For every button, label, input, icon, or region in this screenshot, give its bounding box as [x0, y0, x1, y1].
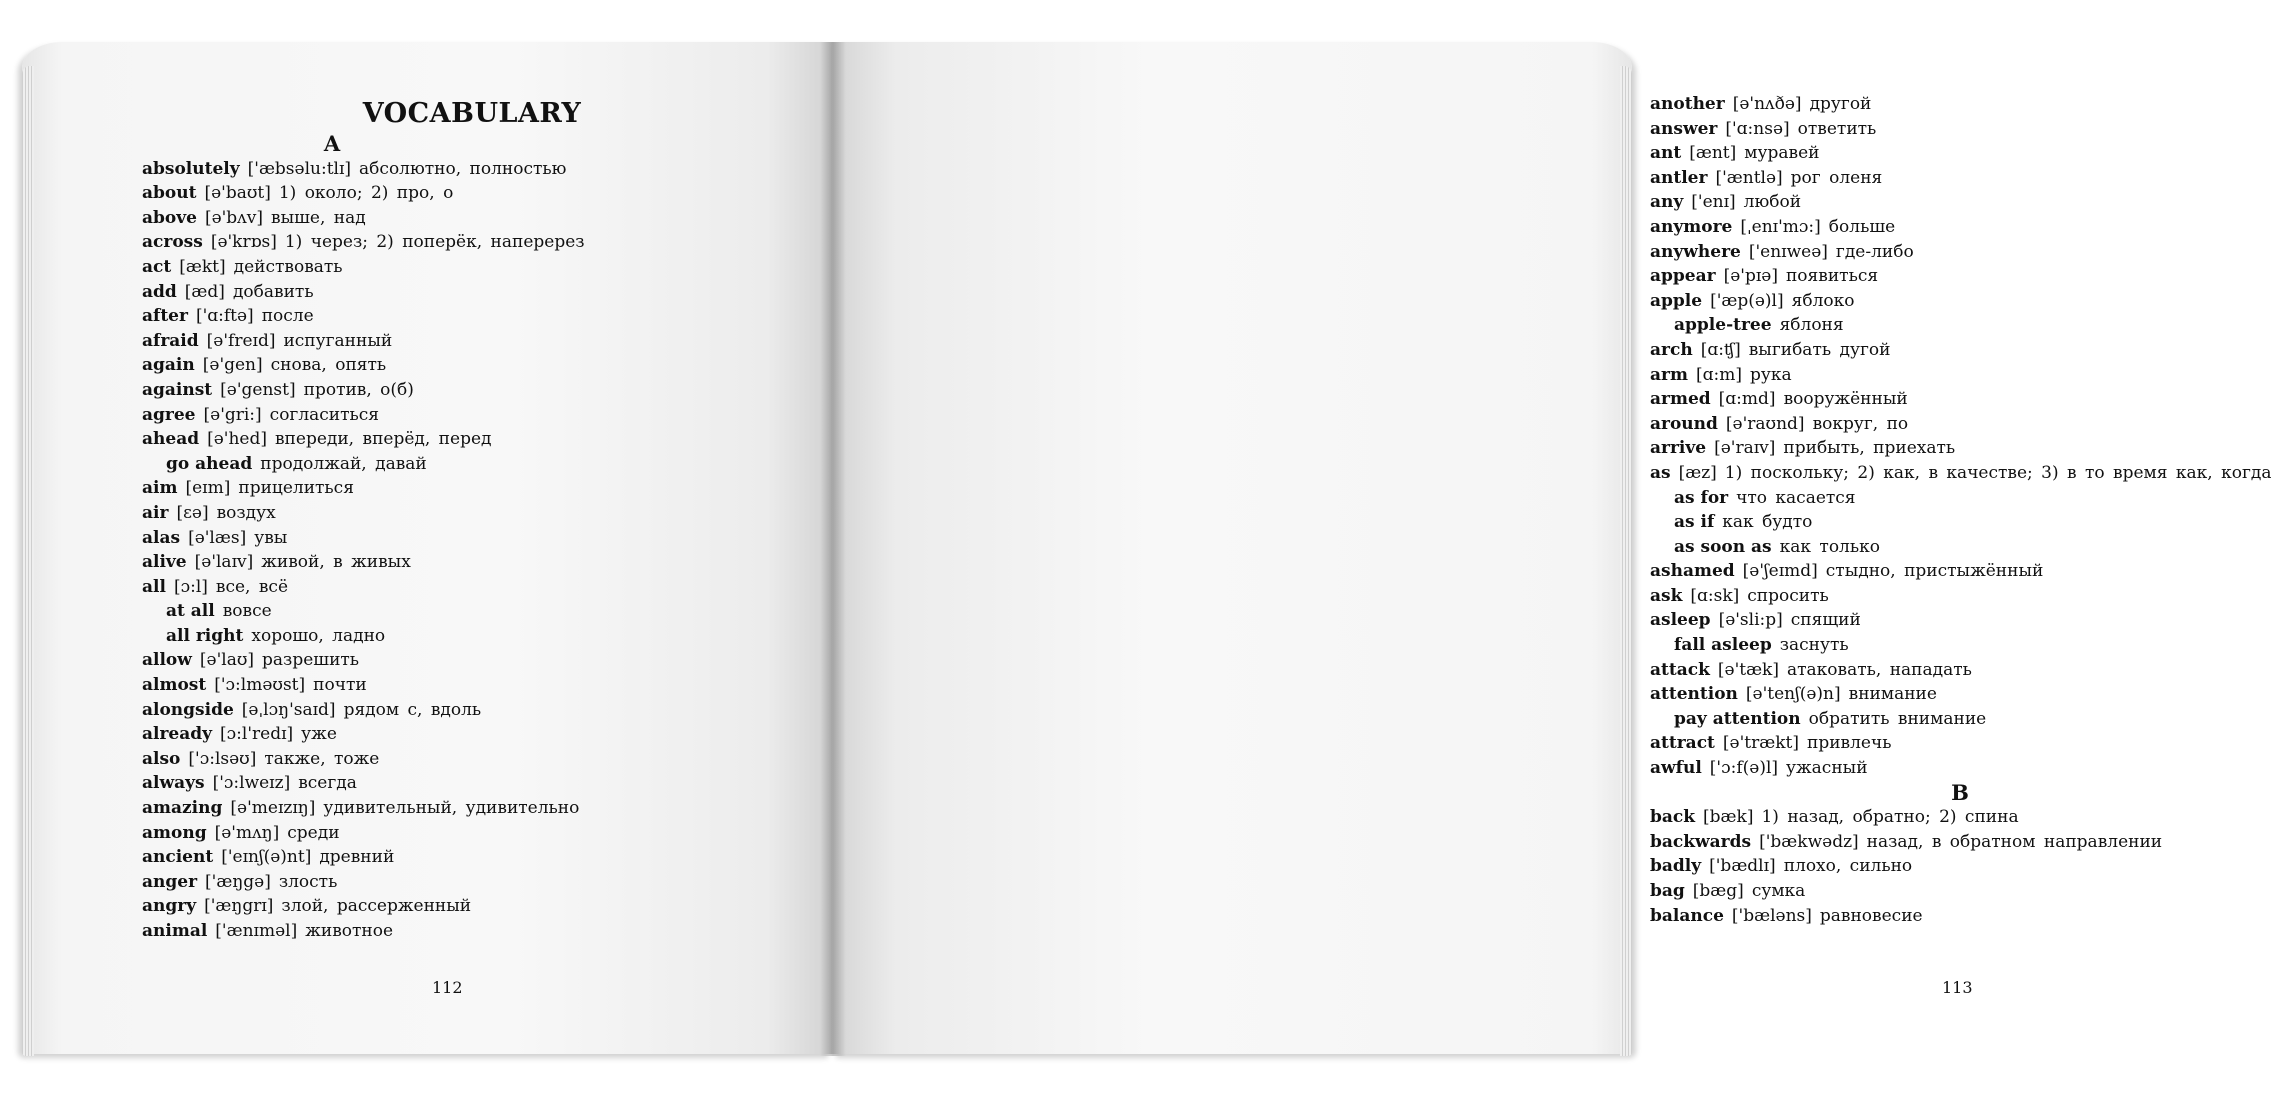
entry-translation: испуганный — [283, 330, 393, 351]
entry-transcription: [ə'bʌv] — [204, 207, 264, 228]
entry-transcription: ['æŋgə] — [205, 871, 271, 892]
entry-transcription: [ə'raʊnd] — [1725, 413, 1805, 434]
entry-translation: яблоня — [1779, 315, 1844, 336]
entry-word: at all — [166, 601, 215, 622]
entry-word: answer — [1650, 118, 1718, 139]
entry-translation: удивительный, удивительно — [323, 798, 580, 819]
entry-transcription: ['ɑ:nsə] — [1725, 118, 1790, 139]
entry-word: as if — [1674, 512, 1715, 533]
entry-word: all — [142, 576, 166, 597]
entry-transcription: [æz] — [1678, 462, 1717, 483]
entry-transcription: ['enɪ] — [1691, 192, 1736, 213]
entry-transcription: [ə'freɪd] — [206, 330, 276, 351]
entry-transcription: [ə'sli:p] — [1718, 610, 1783, 631]
entry-word: absolutely — [142, 158, 240, 179]
entry-translation: больше — [1828, 216, 1896, 237]
entry-transcription: [əˌlɔŋ'saɪd] — [241, 699, 336, 720]
vocab-entry — [1650, 879, 2271, 904]
entry-word: pay attention — [1674, 708, 1801, 729]
entry-word: animal — [142, 921, 208, 941]
entry-translation: впереди, вперёд, перед — [274, 429, 492, 450]
entry-translation: привлечь — [1806, 733, 1892, 754]
entry-translation: 1) через; 2) поперёк, наперерез — [284, 232, 585, 253]
entry-word: also — [142, 748, 181, 769]
vocab-entry — [1650, 166, 2271, 191]
vocab-entry — [142, 796, 642, 821]
vocab-entry — [142, 550, 642, 575]
entry-translation: рука — [1749, 364, 1792, 385]
entry-transcription: [ˌenɪ'mɔ:] — [1740, 216, 1821, 237]
entry-word: add — [142, 281, 177, 302]
entry-word: agree — [142, 404, 196, 425]
entry-word: attention — [1650, 684, 1738, 705]
entry-word: badly — [1650, 856, 1702, 877]
vocab-entry — [142, 501, 642, 526]
entry-word: attack — [1650, 659, 1710, 680]
vocab-entry — [142, 206, 642, 231]
entry-word: back — [1650, 807, 1696, 828]
entry-transcription: [bæk] — [1703, 807, 1754, 828]
entry-translation: муравей — [1744, 143, 1820, 164]
sub-entry — [1650, 486, 2271, 511]
entry-transcription: [ə'ʃeɪmd] — [1742, 561, 1818, 582]
right-page-edge — [1620, 66, 1632, 1056]
entry-translation: вовсе — [222, 601, 272, 622]
sub-entry — [1650, 633, 2271, 658]
left-entry-list — [142, 132, 642, 944]
vocab-entry — [142, 575, 642, 600]
entry-transcription: [æd] — [184, 281, 225, 302]
entry-word: air — [142, 502, 169, 523]
sub-entry — [142, 452, 642, 477]
entry-translation: против, о(б) — [303, 379, 414, 400]
vocab-entry — [1650, 461, 2271, 486]
entry-translation: яблоко — [1791, 290, 1855, 311]
vocab-entry — [142, 673, 642, 698]
vocab-entry — [1650, 584, 2271, 609]
vocab-entry — [142, 919, 642, 944]
entry-translation: хорошо, ладно — [251, 625, 386, 646]
vocab-entry — [142, 378, 642, 403]
entry-transcription: ['bæləns] — [1731, 905, 1812, 926]
sub-entry — [1650, 313, 2271, 338]
open-book — [12, 42, 2271, 1062]
entry-word: as soon as — [1674, 536, 1772, 557]
entry-transcription: [ə'laʊ] — [199, 650, 255, 671]
entry-translation: злой, рассерженный — [281, 896, 472, 917]
entry-translation: появиться — [1785, 266, 1879, 287]
vocab-entry — [142, 157, 642, 182]
entry-word: apple — [1650, 290, 1703, 311]
vocab-entry — [142, 747, 642, 772]
entry-translation: 1) около; 2) про, о — [278, 183, 454, 204]
left-page — [22, 42, 832, 1054]
entry-translation: где-либо — [1835, 241, 1914, 262]
sub-entry — [142, 624, 642, 649]
vocab-entry — [142, 894, 642, 919]
entry-word: alongside — [142, 699, 234, 720]
vocab-entry — [142, 427, 642, 452]
entry-transcription: [ɑ:sk] — [1690, 585, 1740, 606]
entry-transcription: ['ɔ:lməʊst] — [214, 675, 306, 696]
entry-word: around — [1650, 413, 1718, 434]
entry-transcription: ['æŋgrɪ] — [204, 896, 274, 917]
entry-transcription: [ə'mʌŋ] — [214, 822, 280, 843]
entry-transcription: [ə'trækt] — [1722, 733, 1799, 754]
entry-word: as for — [1674, 487, 1729, 508]
entry-translation: ответить — [1797, 118, 1877, 139]
vocab-entry — [142, 698, 642, 723]
vocab-entry — [142, 280, 642, 305]
entry-word: ahead — [142, 429, 200, 450]
entry-transcription: [ɑ:md] — [1718, 389, 1776, 410]
left-page-edge — [22, 66, 34, 1056]
entry-transcription: ['ɑ:ftə] — [195, 306, 254, 327]
letter-heading: B — [1951, 779, 1969, 805]
entry-transcription: ['ɔ:f(ə)l] — [1709, 758, 1779, 779]
entry-translation: воздух — [216, 502, 276, 523]
entry-word: balance — [1650, 905, 1724, 926]
entry-word: arm — [1650, 364, 1688, 385]
vocab-entry — [142, 722, 642, 747]
entry-word: always — [142, 773, 205, 794]
vocab-entry — [1650, 190, 2271, 215]
entry-translation: увы — [254, 527, 288, 548]
vocab-entry — [1650, 215, 2271, 240]
entry-translation: выше, над — [271, 207, 366, 228]
entry-word: awful — [1650, 758, 1702, 779]
entry-transcription: [ɑ:m] — [1695, 364, 1742, 385]
entry-word: arch — [1650, 339, 1693, 360]
entry-translation: выгибать дугой — [1748, 339, 1891, 360]
entry-translation: согласиться — [269, 404, 380, 425]
entry-translation: равновесие — [1819, 905, 1923, 926]
vocab-entry — [1650, 338, 2271, 363]
vocab-entry — [142, 821, 642, 846]
entry-word: angry — [142, 896, 197, 917]
entry-translation: вокруг, по — [1812, 413, 1909, 434]
entry-transcription: [ɔ:l'redɪ] — [220, 724, 294, 745]
entry-word: act — [142, 256, 172, 277]
entry-translation: вооружённый — [1783, 389, 1908, 410]
vocab-entry — [1650, 682, 2271, 707]
entry-translation: рог оленя — [1790, 167, 1883, 188]
entry-word: bag — [1650, 881, 1685, 901]
entry-word: armed — [1650, 389, 1711, 410]
entry-transcription: ['æp(ə)l] — [1710, 290, 1784, 311]
entry-word: anger — [142, 871, 198, 892]
page-number-left: 112 — [432, 978, 463, 997]
vocab-entry — [1650, 805, 2271, 830]
entry-word: backwards — [1650, 831, 1752, 852]
entry-translation: всегда — [298, 773, 357, 794]
entry-translation: среди — [287, 822, 340, 843]
entry-transcription: [ænt] — [1689, 143, 1737, 164]
book-gutter — [820, 42, 846, 1056]
entry-word: arrive — [1650, 438, 1707, 459]
entry-translation: все, всё — [215, 576, 289, 597]
entry-translation: плохо, сильно — [1783, 856, 1913, 877]
entry-word: aim — [142, 478, 178, 499]
vocab-entry — [142, 353, 642, 378]
entry-translation: обратить внимание — [1808, 708, 1987, 729]
right-entry-list — [1650, 92, 2271, 928]
vocab-entry — [142, 329, 642, 354]
entry-translation: древний — [319, 847, 395, 868]
entry-transcription: ['bækwədz] — [1759, 831, 1859, 852]
entry-translation: живой, в живых — [261, 552, 411, 573]
entry-word: antler — [1650, 167, 1708, 188]
entry-word: ask — [1650, 585, 1683, 606]
vocab-entry — [1650, 854, 2271, 879]
letter-heading: A — [323, 131, 341, 156]
entry-transcription: ['eɪnʃ(ə)nt] — [221, 847, 312, 868]
entry-word: another — [1650, 94, 1725, 114]
entry-transcription: [ækt] — [179, 256, 226, 277]
entry-translation: после — [261, 306, 314, 327]
vocab-entry — [1650, 387, 2271, 412]
vocab-entry — [142, 230, 642, 255]
entry-transcription: [eɪm] — [185, 478, 231, 499]
entry-transcription: [ə'gen] — [202, 355, 263, 376]
entry-transcription: [ə'tæk] — [1717, 659, 1779, 680]
entry-word: ancient — [142, 847, 214, 868]
vocab-entry — [1650, 436, 2271, 461]
vocab-entry — [1650, 240, 2271, 265]
entry-translation: разрешить — [262, 650, 360, 671]
entry-transcription: ['æntlə] — [1715, 167, 1783, 188]
entry-word: appear — [1650, 266, 1716, 287]
entry-transcription: [ə'læs] — [188, 527, 247, 548]
entry-translation: животное — [305, 921, 394, 941]
vocab-entry — [1650, 559, 2271, 584]
vocab-entry — [142, 771, 642, 796]
vocab-entry — [1650, 756, 2271, 781]
entry-transcription: [ə'nʌðə] — [1732, 94, 1802, 114]
entry-word: attract — [1650, 733, 1715, 754]
entry-word: ant — [1650, 143, 1682, 164]
vocab-entry — [1650, 731, 2271, 756]
entry-translation: абсолютно, полностью — [359, 158, 567, 179]
entry-word: anywhere — [1650, 241, 1741, 262]
vocab-entry — [1650, 117, 2271, 142]
page-number-right: 113 — [1942, 978, 1973, 997]
entry-word: amazing — [142, 798, 223, 819]
entry-transcription: [ə'krɒs] — [210, 232, 277, 253]
vocab-entry — [142, 845, 642, 870]
entry-word: go ahead — [166, 453, 253, 474]
entry-transcription: [ɔ:l] — [173, 576, 208, 597]
entry-word: alas — [142, 527, 181, 548]
entry-word: apple-tree — [1674, 315, 1772, 336]
entry-word: above — [142, 207, 197, 228]
entry-word: again — [142, 355, 195, 376]
entry-translation: также, тоже — [264, 748, 380, 769]
entry-word: any — [1650, 192, 1684, 213]
entry-translation: заснуть — [1779, 635, 1849, 656]
vocab-entry — [142, 403, 642, 428]
right-page — [832, 42, 2271, 1054]
entry-transcription: [ə'gri:] — [203, 404, 262, 425]
entry-translation: сумка — [1751, 881, 1806, 901]
entry-transcription: [ə'meɪzɪŋ] — [230, 798, 316, 819]
entry-word: about — [142, 183, 197, 204]
entry-word: all right — [166, 625, 244, 646]
entry-translation: ужасный — [1786, 758, 1868, 779]
entry-word: almost — [142, 675, 207, 696]
entry-transcription: ['bædlɪ] — [1709, 856, 1776, 877]
entry-word: after — [142, 306, 188, 327]
entry-transcription: [ə'genst] — [220, 379, 296, 400]
entry-translation: почти — [313, 675, 367, 696]
entry-translation: что касается — [1736, 487, 1856, 508]
entry-word: ashamed — [1650, 561, 1735, 582]
entry-word: anymore — [1650, 216, 1733, 237]
vocab-entry — [142, 648, 642, 673]
entry-translation: прибыть, приехать — [1783, 438, 1956, 459]
entry-transcription: ['æbsəlu:tlɪ] — [247, 158, 352, 179]
entry-translation: злость — [278, 871, 338, 892]
vocab-entry — [1650, 141, 2271, 166]
entry-translation: прицелиться — [238, 478, 354, 499]
entry-transcription: ['ɔ:lweɪz] — [212, 773, 291, 794]
entry-transcription: [ə'pɪə] — [1723, 266, 1778, 287]
entry-translation: добавить — [232, 281, 314, 302]
entry-translation: 1) назад, обратно; 2) спина — [1761, 807, 2019, 828]
entry-word: fall asleep — [1674, 635, 1772, 656]
entry-transcription: ['ɔ:lsəʊ] — [188, 748, 257, 769]
entry-translation: рядом с, вдоль — [343, 699, 482, 720]
entry-word: already — [142, 724, 213, 745]
entry-translation: другой — [1809, 94, 1872, 114]
vocab-entry — [142, 870, 642, 895]
entry-word: afraid — [142, 330, 199, 351]
vocab-entry — [142, 181, 642, 206]
entry-translation: любой — [1743, 192, 1802, 213]
entry-transcription: [ɑ:ʧ] — [1700, 339, 1741, 360]
entry-transcription: [ɛə] — [176, 502, 209, 523]
entry-word: against — [142, 379, 213, 400]
vocab-entry — [1650, 264, 2271, 289]
entry-translation: действовать — [233, 256, 343, 277]
sub-entry — [1650, 707, 2271, 732]
page-title: VOCABULARY — [362, 98, 582, 129]
vocab-entry — [142, 526, 642, 551]
vocab-entry — [142, 255, 642, 280]
sub-entry — [1650, 510, 2271, 535]
entry-word: allow — [142, 650, 192, 671]
vocab-entry — [1650, 92, 2271, 117]
entry-translation: назад, в обратном направлении — [1866, 831, 2163, 852]
entry-transcription: ['ænɪməl] — [215, 921, 298, 941]
entry-transcription: [ə'laɪv] — [194, 552, 254, 573]
vocab-entry — [1650, 608, 2271, 633]
entry-transcription: ['enɪweə] — [1748, 241, 1828, 262]
vocab-entry — [1650, 363, 2271, 388]
entry-translation: снова, опять — [270, 355, 387, 376]
entry-transcription: [ə'tenʃ(ə)n] — [1745, 684, 1841, 705]
vocab-entry — [1650, 904, 2271, 929]
entry-translation: уже — [301, 724, 337, 745]
entry-translation: как только — [1779, 536, 1880, 557]
entry-translation: спящий — [1790, 610, 1861, 631]
sub-entry — [142, 599, 642, 624]
vocab-entry — [1650, 289, 2271, 314]
entry-translation: спросить — [1747, 585, 1829, 606]
entry-translation: как будто — [1722, 512, 1813, 533]
vocab-entry — [142, 476, 642, 501]
entry-translation: стыдно, пристыжённый — [1825, 561, 2044, 582]
entry-translation: внимание — [1848, 684, 1937, 705]
entry-word: as — [1650, 462, 1671, 483]
vocab-entry — [1650, 412, 2271, 437]
vocab-entry — [1650, 658, 2271, 683]
vocab-entry — [1650, 830, 2271, 855]
entry-word: across — [142, 232, 203, 253]
entry-word: alive — [142, 552, 187, 573]
entry-translation: атаковать, нападать — [1787, 659, 1972, 680]
entry-transcription: [ə'hed] — [207, 429, 267, 450]
entry-translation: 1) поскольку; 2) как, в качестве; 3) в то время как, когда — [1724, 462, 2271, 483]
entry-transcription: [ə'baʊt] — [204, 183, 271, 204]
sub-entry — [1650, 535, 2271, 560]
entry-word: asleep — [1650, 610, 1711, 631]
entry-translation: продолжай, давай — [260, 453, 427, 474]
entry-transcription: [ə'raɪv] — [1714, 438, 1776, 459]
vocab-entry — [142, 304, 642, 329]
entry-transcription: [bæg] — [1692, 881, 1744, 901]
entry-word: among — [142, 822, 207, 843]
